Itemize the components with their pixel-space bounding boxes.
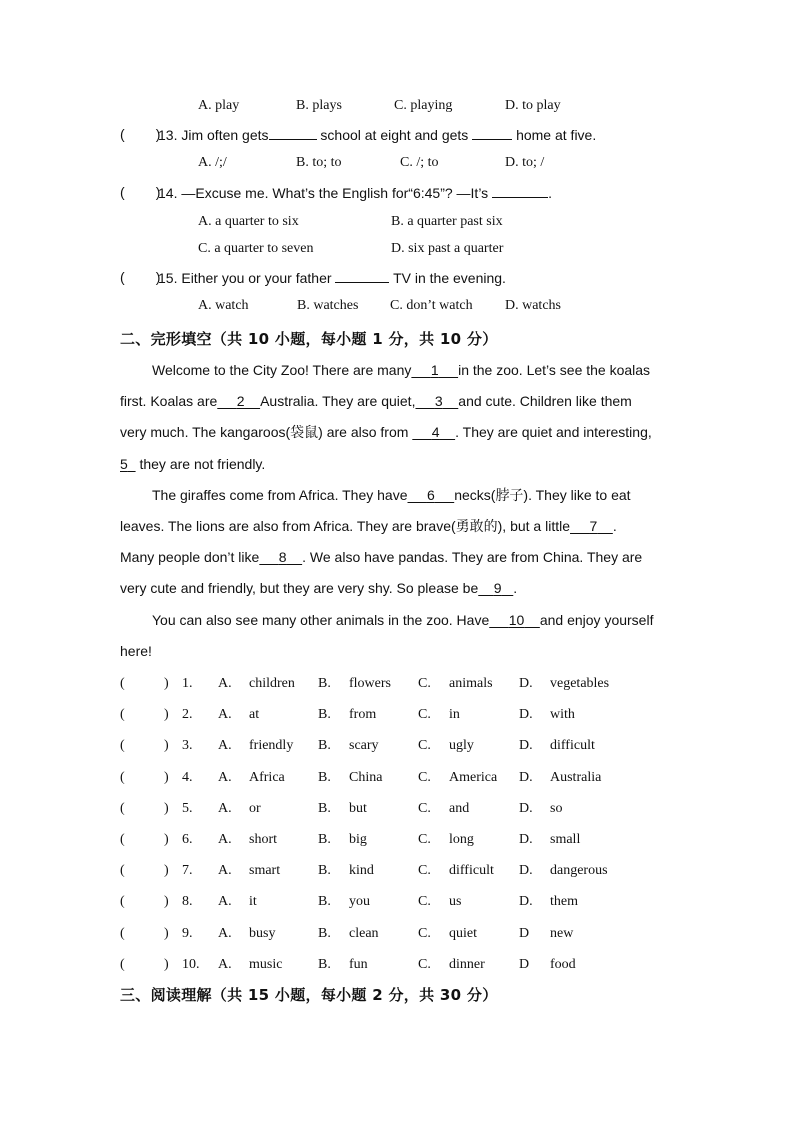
q14-option-c: C. a quarter to seven — [198, 241, 314, 256]
passage-text: . They are quiet and interesting, — [455, 424, 652, 441]
option-c-text[interactable]: in — [449, 707, 460, 723]
q12-option-a: A. play — [198, 98, 240, 113]
option-d-letter: D — [519, 956, 530, 972]
answer-paren[interactable]: ( ) — [120, 184, 161, 200]
q13-option-a: A. /;/ — [198, 155, 227, 170]
option-b-text[interactable]: China — [349, 769, 383, 785]
q14-option-d: D. six past a quarter — [391, 241, 504, 256]
item-number: 4. — [182, 769, 193, 785]
section-3-title: 三、阅读理解（共 15 小题，每小题 2 分，共 30 分） — [120, 986, 498, 1004]
answer-paren-open[interactable]: ( — [120, 769, 125, 785]
q15-option-b: B. watches — [297, 298, 359, 313]
passage-text: You can also see many other animals in the zoo. Have — [152, 611, 490, 628]
option-a-letter: A. — [218, 707, 232, 723]
option-d-text[interactable]: difficult — [550, 738, 595, 754]
cloze-blank-4[interactable] — [412, 424, 455, 440]
option-a-letter: A. — [218, 676, 232, 691]
option-a-text[interactable]: children — [249, 676, 295, 691]
option-a-text[interactable]: it — [249, 894, 257, 910]
option-c-text[interactable]: and — [449, 800, 470, 816]
passage-text: first. Koalas are — [120, 393, 218, 410]
passage-text: very much. The kangaroos(袋鼠) are also from — [120, 424, 413, 441]
option-c-text[interactable]: us — [449, 894, 462, 910]
option-b-letter: B. — [318, 894, 331, 910]
stem-text: home at five. — [512, 127, 597, 143]
option-c-text[interactable]: quiet — [449, 925, 477, 941]
passage-text: in the zoo. Let’s see the koalas — [458, 362, 651, 378]
cloze-blank-10[interactable] — [489, 612, 540, 628]
cloze-blank-6[interactable] — [408, 487, 455, 503]
passage-text: and cute. Children like them — [458, 393, 632, 410]
answer-blank[interactable] — [335, 267, 389, 283]
item-number: 6. — [182, 832, 193, 847]
stem-text: . — [548, 185, 552, 201]
answer-paren-close[interactable]: ) — [164, 738, 169, 754]
answer-paren-open[interactable]: ( — [120, 800, 125, 816]
answer-paren[interactable]: ( ) — [120, 269, 161, 285]
option-c-letter: C. — [418, 769, 431, 785]
passage-line — [120, 386, 675, 417]
stem-text: 13. Jim often gets — [158, 127, 269, 143]
option-d-text[interactable]: them — [550, 894, 578, 910]
passage-text: The giraffes come from Africa. They have — [152, 486, 408, 503]
answer-paren-close[interactable]: ) — [164, 676, 169, 691]
option-c-letter: C. — [418, 894, 431, 910]
option-b-letter: B. — [318, 676, 331, 691]
option-a-letter: A. — [218, 956, 232, 972]
cloze-blank-8[interactable] — [259, 549, 302, 565]
answer-blank[interactable] — [472, 124, 512, 140]
passage-text: very cute and friendly, but they are very shy. So please be — [120, 580, 479, 597]
option-d-text[interactable]: food — [550, 956, 576, 972]
cloze-option-row — [0, 768, 680, 788]
item-number: 10. — [182, 956, 200, 972]
option-c-letter: C. — [418, 707, 431, 723]
question-stem — [158, 124, 596, 145]
cloze-blank-7[interactable] — [570, 518, 613, 534]
option-a-text[interactable]: friendly — [249, 738, 294, 754]
cloze-passage — [120, 355, 675, 667]
option-b-letter: B. — [318, 832, 331, 847]
option-b-letter: B. — [318, 863, 331, 879]
cloze-blank-1[interactable] — [411, 362, 458, 378]
option-b-letter: B. — [318, 925, 331, 941]
cloze-option-row — [0, 861, 680, 881]
question-stem — [158, 267, 506, 288]
passage-text: . We also have pandas. They are from China. They are — [302, 549, 643, 566]
option-a-letter: A. — [218, 769, 232, 785]
cloze-option-row — [0, 955, 680, 975]
answer-paren-close[interactable]: ) — [164, 707, 169, 723]
q15-option-d: D. watchs — [505, 298, 561, 313]
option-d-text[interactable]: Australia — [550, 769, 602, 785]
answer-blank[interactable] — [269, 124, 317, 140]
option-d-text[interactable]: small — [550, 832, 581, 847]
option-c-letter: C. — [418, 956, 431, 972]
blank-number: 1 — [430, 362, 439, 378]
option-d-letter: D. — [519, 800, 533, 816]
option-d-text[interactable]: dangerous — [550, 863, 608, 879]
cloze-option-row — [0, 799, 680, 819]
answer-paren[interactable]: ( ) — [120, 126, 161, 142]
cloze-blank-5[interactable] — [120, 456, 136, 472]
option-c-letter: C. — [418, 832, 431, 847]
q13-option-d: D. to; / — [505, 155, 545, 170]
answer-paren-open[interactable]: ( — [120, 832, 125, 847]
option-c-letter: C. — [418, 800, 431, 816]
option-a-letter: A. — [218, 925, 232, 941]
cloze-blank-3[interactable] — [415, 393, 458, 409]
blank-number: 8 — [278, 549, 287, 566]
option-a-text[interactable]: Africa — [249, 769, 285, 785]
option-d-text[interactable]: with — [550, 707, 575, 723]
option-b-letter: B. — [318, 707, 331, 723]
answer-paren-open[interactable]: ( — [120, 925, 125, 941]
option-a-text[interactable]: smart — [249, 863, 281, 879]
answer-paren-open[interactable]: ( — [120, 707, 125, 723]
option-a-text[interactable]: or — [249, 800, 261, 816]
option-b-text[interactable]: from — [349, 707, 377, 723]
blank-number: 5 — [120, 455, 128, 472]
option-c-text[interactable]: dinner — [449, 956, 485, 972]
question-stem — [158, 182, 552, 203]
blank-number: 3 — [434, 393, 443, 410]
item-number: 1. — [182, 676, 193, 691]
blank-number: 6 — [426, 486, 435, 503]
item-number: 5. — [182, 800, 193, 816]
option-b-text[interactable]: kind — [349, 863, 374, 879]
option-b-text[interactable]: flowers — [349, 676, 391, 691]
q13-option-b: B. to; to — [296, 155, 342, 170]
q15-option-c: C. don’t watch — [390, 298, 473, 313]
cloze-blank-2[interactable] — [217, 393, 260, 409]
answer-paren-close[interactable]: ) — [164, 769, 169, 785]
option-d-letter: D. — [519, 769, 533, 785]
answer-paren-open[interactable]: ( — [120, 738, 125, 754]
q12-option-d: D. to play — [505, 98, 561, 113]
section-2-title: 二、完形填空（共 10 小题，每小题 1 分，共 10 分） — [120, 330, 498, 348]
option-b-text[interactable]: but — [349, 800, 367, 816]
option-d-letter: D. — [519, 894, 533, 910]
blank-number: 10 — [508, 611, 525, 628]
passage-line — [120, 636, 675, 667]
option-b-letter: B. — [318, 738, 331, 754]
item-number: 3. — [182, 738, 193, 754]
stem-text: 14. —Excuse me. What’s the English for“6:45”? —It’s — [158, 185, 493, 201]
stem-text: TV in the evening. — [389, 270, 506, 286]
blank-number: 7 — [589, 517, 598, 534]
blank-number: 9 — [493, 580, 502, 597]
cloze-option-row — [0, 924, 680, 944]
option-a-letter: A. — [218, 863, 232, 879]
option-b-text[interactable]: big — [349, 832, 367, 847]
item-number: 2. — [182, 707, 193, 723]
passage-line — [120, 511, 675, 542]
option-c-text[interactable]: animals — [449, 676, 493, 691]
option-c-letter: C. — [418, 863, 431, 879]
cloze-option-row — [0, 674, 680, 694]
cloze-blank-9[interactable] — [478, 580, 513, 596]
item-number: 9. — [182, 925, 193, 941]
option-d-letter: D. — [519, 738, 533, 754]
option-d-letter: D. — [519, 707, 533, 723]
stem-text: 15. Either you or your father — [158, 270, 336, 286]
option-d-letter: D. — [519, 863, 533, 879]
option-d-text[interactable]: so — [550, 800, 563, 816]
option-b-text[interactable]: fun — [349, 956, 368, 972]
option-d-text[interactable]: vegetables — [550, 676, 610, 691]
q14-option-b: B. a quarter past six — [391, 214, 503, 229]
passage-line — [120, 449, 675, 480]
item-number: 8. — [182, 894, 193, 910]
option-c-text[interactable]: long — [449, 832, 474, 847]
answer-paren-open[interactable]: ( — [120, 863, 125, 879]
answer-paren-close[interactable]: ) — [164, 863, 169, 879]
option-a-letter: A. — [218, 832, 232, 847]
option-a-letter: A. — [218, 738, 232, 754]
option-b-letter: B. — [318, 956, 331, 972]
option-b-letter: B. — [318, 769, 331, 785]
answer-blank[interactable] — [492, 182, 548, 198]
option-c-text[interactable]: America — [449, 769, 498, 785]
q12-option-b: B. plays — [296, 98, 342, 113]
passage-text: here! — [120, 642, 152, 659]
cloze-option-row — [0, 705, 680, 725]
option-c-letter: C. — [418, 676, 431, 691]
option-b-text[interactable]: scary — [349, 738, 379, 754]
passage-text: and enjoy yourself — [539, 611, 654, 628]
passage-line — [120, 355, 675, 386]
option-c-letter: C. — [418, 925, 431, 941]
option-b-letter: B. — [318, 800, 331, 816]
answer-paren-close[interactable]: ) — [164, 956, 169, 972]
q15-option-a: A. watch — [198, 298, 249, 313]
answer-paren-close[interactable]: ) — [164, 894, 169, 910]
passage-line — [120, 417, 675, 448]
q14-option-a: A. a quarter to six — [198, 214, 299, 229]
passage-text: . — [612, 517, 617, 534]
passage-text: Welcome to the City Zoo! There are many — [152, 362, 412, 378]
passage-text: necks(脖子). They like to eat — [454, 486, 631, 503]
option-a-letter: A. — [218, 894, 232, 910]
answer-paren-close[interactable]: ) — [164, 925, 169, 941]
passage-line — [120, 605, 675, 636]
stem-text: school at eight and gets — [316, 127, 473, 143]
passage-text: Many people don’t like — [120, 549, 260, 566]
option-a-text[interactable]: at — [249, 707, 260, 723]
answer-paren-open[interactable]: ( — [120, 676, 125, 691]
blank-number: 4 — [431, 424, 440, 441]
answer-paren-close[interactable]: ) — [164, 800, 169, 816]
passage-line — [120, 542, 675, 573]
passage-line — [120, 480, 675, 511]
passage-text: leaves. The lions are also from Africa. They are brave(勇敢的), but a little — [120, 517, 571, 534]
item-number: 7. — [182, 863, 193, 879]
option-a-text[interactable]: busy — [249, 925, 276, 941]
cloze-option-row — [0, 736, 680, 756]
cloze-option-row — [0, 830, 680, 850]
option-b-text[interactable]: you — [349, 894, 370, 910]
option-a-text[interactable]: short — [249, 832, 277, 847]
option-a-letter: A. — [218, 800, 232, 816]
answer-paren-close[interactable]: ) — [164, 832, 169, 847]
option-b-text[interactable]: clean — [349, 925, 379, 941]
option-a-text[interactable]: music — [249, 956, 283, 972]
option-d-letter: D — [519, 925, 530, 941]
q12-option-c: C. playing — [394, 98, 453, 113]
answer-paren-open[interactable]: ( — [120, 894, 125, 910]
option-d-letter: D. — [519, 832, 533, 847]
option-d-letter: D. — [519, 676, 533, 691]
option-c-text[interactable]: difficult — [449, 863, 494, 879]
passage-text: Australia. They are quiet, — [260, 393, 416, 410]
blank-number: 2 — [236, 393, 245, 410]
option-d-text[interactable]: new — [550, 925, 574, 941]
option-c-text[interactable]: ugly — [449, 738, 474, 754]
q13-option-c: C. /; to — [400, 155, 439, 170]
option-c-letter: C. — [418, 738, 431, 754]
passage-text: . — [513, 580, 518, 597]
passage-text: they are not friendly. — [135, 455, 266, 472]
passage-line — [120, 573, 675, 604]
cloze-option-row — [0, 892, 680, 912]
answer-paren-open[interactable]: ( — [120, 956, 125, 972]
